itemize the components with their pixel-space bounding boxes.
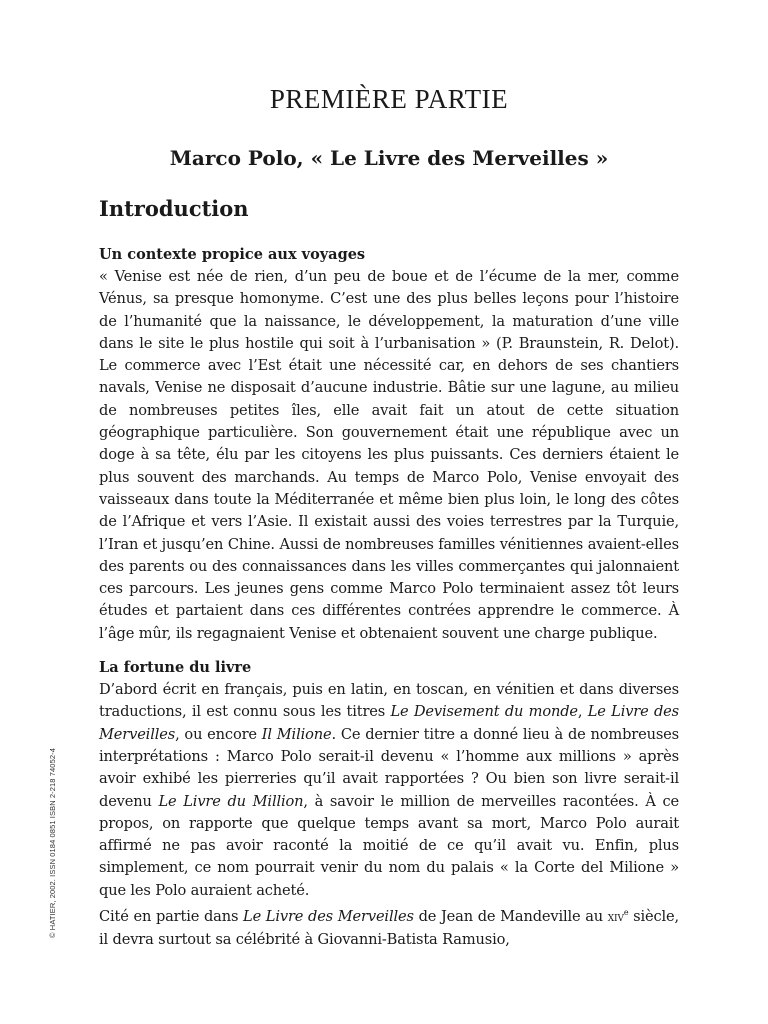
paragraph-context: « Venise est née de rien, d’un peu de boue et de l’écume de la mer, comme Vénus, sa presque homonyme. C’est une des plus belles leçons pour l’histoire de l’humanité que la naissance, le développement, la maturation d’une ville dans le site le plus hostile qui soit à l’urbanisation » (P. Braunstein, R. Delot). Le commerce avec l’Est était une nécessité car, en dehors de ses chantiers navals, Venise ne disposait d’aucune industrie. Bâtie sur une lagune, au milieu de nombreuses petites îles, elle avait fait un atout de cette situation géographique particulière. Son gouvernement était une république avec un doge à sa tête, élu par les citoyens les plus puissants. Ces derniers étaient le plus souvent des marchands. Au temps de Marco Polo, Venise envoyait des vaisseaux dans toute la Méditerranée et même bien plus loin, le long des côtes de l’Afrique et vers l’Asie. Il existait aussi des voies terrestres par la Turquie, l’Iran et jusqu’en Chine. Aussi de nombreuses familles vénitiennes avaient-elles des parents ou des connaissances dans les villes commerçantes qui jalonnaient ces parcours. Les jeunes gens comme Marco Polo terminaient assez tôt leurs études et partaient dans ces différentes contrées apprendre le commerce. À l’âge mûr, ils regagnaient Venise et obtenaient souvent une charge publique.: [99, 268, 679, 642]
paragraph-mandeville: [99, 902, 679, 951]
century-superscript: e: [623, 908, 629, 918]
text-run: ,: [577, 703, 588, 721]
text-run: siècle, il devra surtout sa célébrité à Giovanni-Batista Ramusio,: [99, 907, 680, 949]
chapter-title: Marco Polo, « Le Livre des Merveilles »: [169, 146, 609, 170]
page-content: [99, 80, 679, 951]
text-run: Cité en partie dans: [99, 907, 244, 925]
copyright-note: © HATIER, 2002. ISSN 0184 0851 ISBN 2-218 74052-4: [48, 748, 57, 938]
text-run: , à savoir le million de merveilles racontées. À ce propos, on rapporte que quelque temps avant sa mort, Marco Polo aurait affirmé ne pas avoir raconté la moitié de ce qu’il avait vu. Enfin, plus simplement, ce nom pourrait venir du nom du palais « la Corte del Milione » que les Polo auraient acheté.: [99, 792, 679, 899]
title-il-milione: Il Milione: [261, 725, 332, 743]
subsection-title-context: Un contexte propice aux voyages: [99, 246, 366, 263]
text-run: . Ce dernier titre a donné lieu à de nombreuses interprétations : Marco Polo serait-il devenu « l’homme aux millions » après avoir exhibé les pierreries qu’il avait rapportées ? Ou bien son livre serait-il devenu: [99, 725, 679, 810]
century-numeral: xiv: [607, 909, 624, 925]
text-run: de Jean de Mandeville au: [413, 907, 608, 925]
title-livre-million: Le Livre du Million: [158, 792, 304, 810]
paragraph-fortune: [99, 679, 679, 902]
title-livre-merveilles-mandeville: Le Livre des Merveilles: [243, 907, 414, 925]
subsection-title-fortune: La fortune du livre: [99, 659, 252, 677]
part-title: PREMIÈRE PARTIE: [269, 84, 509, 114]
text-run: D’abord écrit en français, puis en latin, en toscan, en vénitien et dans diverses traductions, il est connu sous les titres: [99, 681, 679, 721]
title-livre-merveilles: Le Livre des Merveilles: [99, 703, 679, 743]
section-title: Introduction: [99, 196, 249, 221]
text-run: , ou encore: [175, 725, 262, 743]
title-devisement: Le Devisement du monde: [390, 703, 578, 721]
